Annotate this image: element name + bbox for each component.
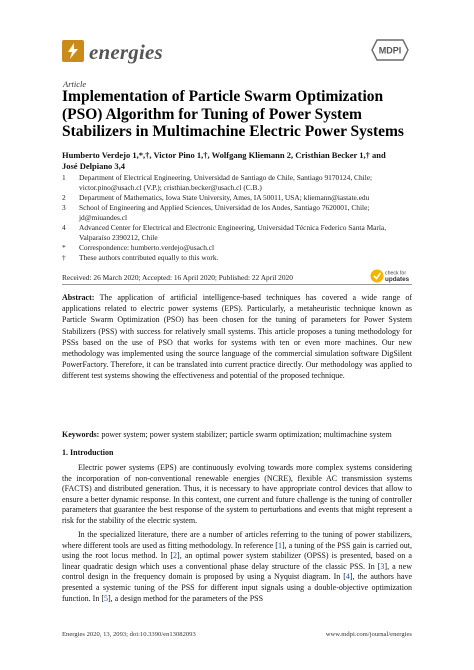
citation-footer: Energies 2020, 13, 2093; doi:10.3390/en13082093 [62, 631, 196, 638]
affiliation-3: 3 School of Engineering and Applied Sciences, Universidad de los Andes, Santiago 7620001, Chile; jd@miuandes.cl [62, 203, 370, 222]
paper-title: Implementation of Particle Swarm Optimization (PSO) Algorithm for Tuning of Power System Stabilizers in Multimachine Electric Power Systems [62, 88, 404, 140]
intro-paragraph-2: In the specialized literature, there are a number of articles referring to the tuning of power stabilizers, where different tools are used as fitting methodology. In reference [1], a tuning of the PSS gain is carried out, using the root locus method. In [2], an optimal power system stabilizer (OPSS) is presented, based on a linear quadratic design which uses a conventional phase delay structure of the classic PSS. In [3], a new control design in the frequency domain is proposed by using a Nyquist diagram. In [4], the authors have presented a systemic tuning of the PSS for different input signals using a double-objective optimization function. In [5], a design method for the parameters of the PSS [62, 530, 413, 603]
keywords-label: Keywords: [62, 430, 100, 439]
citation-link-3[interactable]: 3 [380, 561, 385, 571]
citation-link-5[interactable]: 5 [104, 593, 108, 603]
divider [62, 284, 412, 285]
check-updates-line-2: updates [385, 276, 410, 283]
intro-paragraph-1: Electric power systems (EPS) are continuously evolving towards more complex systems considering the incorporation of non-conventional renewable energies (NCRE), flexible AC transmission systems (FACTS) and distributed generation. Thus, it is necessary to have appropriate control devices that allow to ensure a better dynamic response. In this context, one current and future challenge is the tuning of controller parameters that guarantee the best response of the system to perturbations and events that might represent a risk for the stability of the electric system. [62, 463, 412, 525]
abstract [62, 292, 412, 382]
abstract-label: Abstract: [62, 293, 95, 302]
citation-link-1[interactable]: 1 [277, 540, 282, 550]
keywords [62, 429, 412, 440]
author-list [62, 150, 412, 172]
mdpi-logo-text: MDPI [378, 45, 402, 56]
check-for-updates-badge[interactable] [370, 267, 412, 285]
check-updates-line-1: check for [385, 270, 407, 277]
energies-logo-icon [62, 40, 84, 62]
keywords-text: power system; power system stabilizer; particle swarm optimization; multimachine system [101, 430, 392, 439]
journal-name: energies [89, 40, 163, 64]
citation-link-4[interactable]: 4 [345, 572, 350, 582]
journal-url[interactable]: www.mdpi.com/journal/energies [325, 631, 412, 638]
section-heading: 1. Introduction [62, 448, 114, 457]
authors-line-2: José Delpiano 3,4 [62, 161, 126, 171]
authors-line-1: Humberto Verdejo 1,*,†, Victor Pino 1,†, Wolfgang Kliemann 2, Cristhian Becker 1,† and [62, 150, 386, 160]
article-type: Article [63, 79, 87, 89]
mdpi-logo-icon [371, 38, 409, 62]
citation-link-2[interactable]: 2 [173, 551, 178, 561]
equal-contribution-note: † These authors contributed equally to this work. [62, 253, 219, 262]
affiliation-1: 1 Department of Electrical Engineering, Universidad de Santiago de Chile, Santiago 9170124, Chile; victor.pino@usach.cl (V.P.); cristhian.becker@usach.cl (C.B.) [62, 173, 373, 192]
publication-dates: Received: 26 March 2020; Accepted: 16 April 2020; Published: 22 April 2020 [62, 273, 293, 282]
correspondence-note: * Correspondence: humberto.verdejo@usach.cl [62, 243, 215, 252]
affiliation-2: 2 Department of Mathematics, Iowa State University, Ames, IA 50011, USA; kliemann@iastate.edu [62, 193, 370, 202]
abstract-text: The application of artificial intelligence-based techniques has covered a wide range of applications related to electric power systems (EPS). Particularly, a metaheuristic technique known as Particle Swarm Optimization (PSO) has been chosen for the tuning of parameters for Power System Stabilizers (PSS) with success for relatively small systems. This article proposes a tuning methodology for PSSs based on the use of PSO that works for systems with ten or even more machines. Our new methodology was implemented using the source language of the commercial simulation software DigSilent PowerFactory. Therefore, it can be translated into current practice directly. Our methodology was applied to different test systems showing the effectiveness and potential of the proposed technique. [62, 293, 413, 381]
affiliation-4: 4 Advanced Center for Electrical and Electronic Engineering, Universidad Técnica Federico Santa María, Valparaíso 2390212, Chile [62, 223, 387, 242]
